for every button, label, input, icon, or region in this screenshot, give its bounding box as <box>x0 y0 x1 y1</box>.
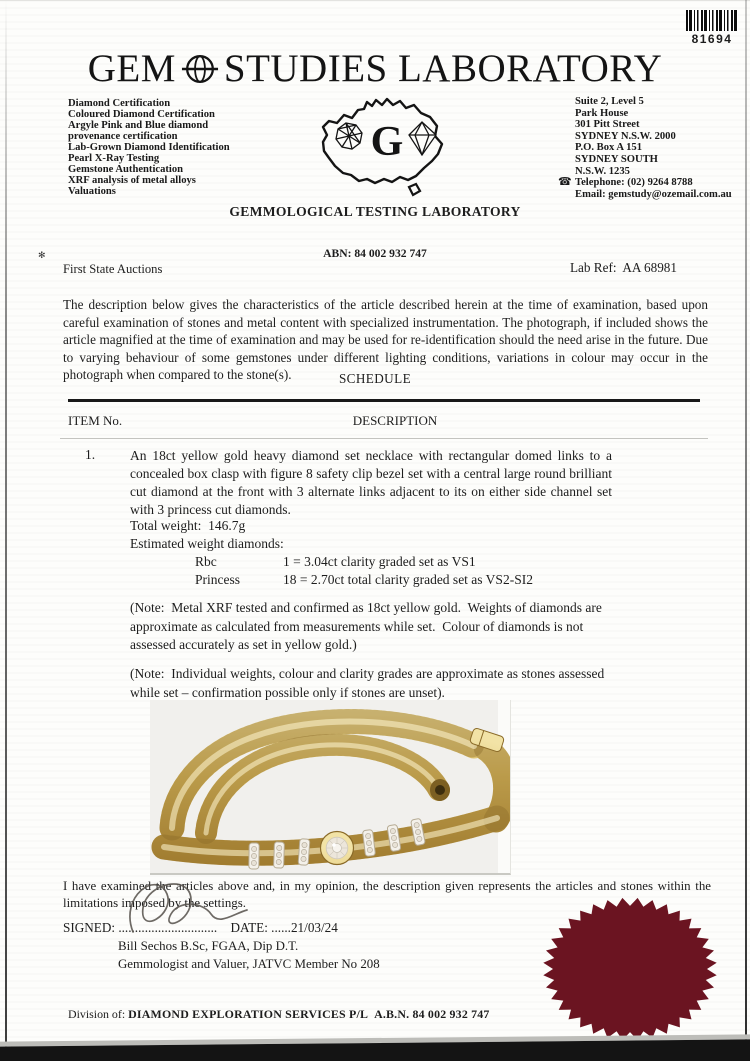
service-item: Argyle Pink and Blue diamond <box>68 120 209 131</box>
round-diamond-icon <box>336 123 362 149</box>
description-header: DESCRIPTION <box>352 413 438 428</box>
division-abn: A.B.N. 84 002 932 747 <box>374 1007 490 1021</box>
signatory-name: Bill Sechos B.Sc, FGAA, Dip D.T. <box>118 939 299 953</box>
service-item: Lab-Grown Diamond Identification <box>68 142 230 153</box>
service-item: XRF analysis of metal alloys <box>68 175 196 186</box>
seal-polygon <box>543 898 716 1040</box>
signed-date-line <box>63 920 338 936</box>
australia-map-logo <box>312 94 462 211</box>
center-diamond <box>321 832 354 865</box>
telephone-icon: ☎ <box>558 176 572 189</box>
barcode <box>684 10 740 46</box>
item-no-header: ITEM No. <box>68 413 123 428</box>
weight-type: Princess <box>195 572 240 587</box>
address-block <box>558 96 732 200</box>
intro-paragraph: The description below gives the characteristics of the article described herein at the time of examination, based upon careful examination of stones and metal content with specialized instrumentation. The photograph, if included shows the article magnified at the time of examination and may be used for re-identification should the need arise in the future. Due to varying behaviour of some gemstones under different lighting conditions, variations in colour may occur in the photograph when compared to the stone(s). <box>63 297 708 383</box>
signatory-title: Gemmologist and Valuer, JATVC Member No 208 <box>118 956 380 971</box>
note-xrf: (Note: Metal XRF tested and confirmed as 18ct yellow gold. Weights of diamonds are approximate as calculated from measurements while set. Colour of diamonds is not assessed accurately as set in yellow gold.) <box>130 600 606 652</box>
email-line: Email: gemstudy@ozemail.com.au <box>575 188 732 200</box>
globe-icon <box>181 50 219 88</box>
telephone-text: Telephone: (02) 9264 8788 <box>575 177 693 189</box>
note-grades: (Note: Individual weights, colour and clarity grades are approximate as stones assessed while set – confirmation possible only if stones are unset). <box>130 666 608 700</box>
service-item: Coloured Diamond Certification <box>68 109 215 120</box>
divider-thick <box>68 399 700 402</box>
weight-type: Rbc <box>195 554 217 569</box>
weight-detail: 18 = 2.70ct total clarity graded set as VS2-SI2 <box>283 572 533 587</box>
title-studies-laboratory: STUDIES LABORATORY <box>223 47 663 90</box>
logo-letter: G <box>370 119 404 165</box>
division-prefix: Division of: <box>68 1007 126 1021</box>
side-diamond-icon <box>409 122 436 155</box>
address-line: Park House <box>575 107 629 119</box>
item-description: An 18ct yellow gold heavy diamond set necklace with rectangular domed links to a concealed box clasp with figure 8 safety clip bezel set with a central large round brilliant cut diamond at the front with 3 alternate links adjacent to its on either side channel set with 3 princess cut diamonds. <box>130 448 612 517</box>
service-item: Gemstone Authentication <box>68 164 184 175</box>
scan-edge-top <box>0 0 750 1</box>
services-list <box>68 98 230 197</box>
address-line: SYDNEY SOUTH <box>575 153 658 165</box>
weight-detail: 1 = 3.04ct clarity graded set as VS1 <box>283 554 476 569</box>
abn-line: ABN: 84 002 932 747 <box>323 247 427 260</box>
estimated-weights-label: Estimated weight diamonds: <box>130 536 284 551</box>
lab-ref <box>570 260 677 276</box>
title-gem: GEM <box>87 47 176 90</box>
service-item: Pearl X-Ray Testing <box>68 153 160 164</box>
service-item: provenance certification <box>68 131 178 142</box>
address-line: Suite 2, Level 5 <box>575 96 644 107</box>
service-item: Valuations <box>68 186 116 197</box>
total-weight: Total weight: 146.7g <box>130 518 246 533</box>
address-line: N.S.W. 1235 <box>575 165 630 177</box>
seal <box>540 896 720 1047</box>
service-item: Diamond Certification <box>68 98 171 109</box>
necklace-photo <box>150 700 511 875</box>
lab-ref-value: AA 68981 <box>622 260 677 275</box>
barcode-icon <box>686 10 738 31</box>
item-number: 1. <box>85 447 96 462</box>
client-name: First State Auctions <box>63 262 163 276</box>
signatory-block <box>118 938 380 973</box>
examiner-statement: I have examined the articles above and, in my opinion, the description given represents the articles and stones within the limitations imposed by the settings. <box>63 879 711 910</box>
division-company: DIAMOND EXPLORATION SERVICES P/L <box>128 1007 369 1021</box>
subtitle: GEMMOLOGICAL TESTING LABORATORY <box>229 204 521 219</box>
address-line: 301 Pitt Street <box>575 119 640 131</box>
address-line: SYDNEY N.S.W. 2000 <box>575 130 676 142</box>
address-line: P.O. Box A 151 <box>575 142 643 154</box>
signed-label: SIGNED: .............................. <box>63 920 218 935</box>
divider-thin <box>60 438 708 439</box>
scan-speck: ✻ <box>38 250 46 260</box>
telephone-line <box>558 176 732 189</box>
scan-edge-left <box>5 0 7 1061</box>
division-line <box>68 1007 490 1022</box>
barcode-number: 81694 <box>691 32 733 46</box>
lab-ref-label: Lab Ref: <box>570 260 617 275</box>
date-label: DATE: ......21/03/24 <box>230 920 338 935</box>
schedule-heading: SCHEDULE <box>338 371 412 386</box>
scan-edge-right <box>745 0 747 1061</box>
lab-title <box>0 46 750 91</box>
